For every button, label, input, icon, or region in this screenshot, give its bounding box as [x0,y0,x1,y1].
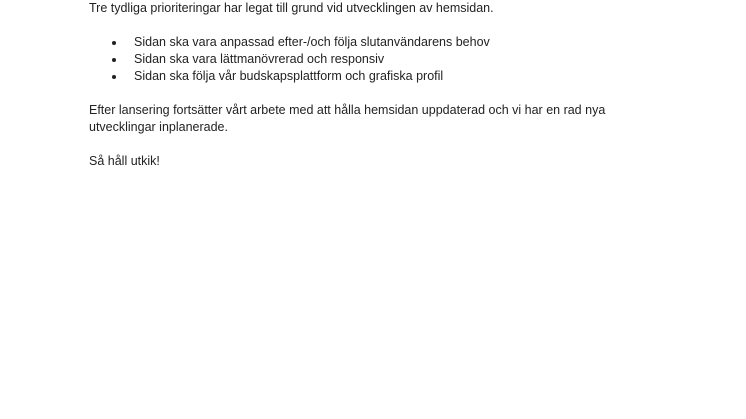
bullet-icon [112,75,116,79]
followup-paragraph [89,102,689,136]
list-item-text: Sidan ska följa vår budskapsplattform och grafiska profil [134,69,444,83]
bullet-icon [112,41,116,45]
closing-line: Så håll utkik! [89,154,160,168]
priority-list [89,34,689,85]
bullet-icon [112,58,116,62]
list-item [89,51,689,68]
list-item [89,68,689,85]
list-item-text: Sidan ska vara lättmanövrerad och responsiv [134,52,385,66]
document-body [89,0,689,170]
list-item [89,34,689,51]
list-item-text: Sidan ska vara anpassad efter-/och följa slutanvändarens behov [134,35,490,49]
intro-paragraph: Tre tydliga prioriteringar har legat till grund vid utvecklingen av hemsidan. [89,1,494,15]
followup-line-2: utvecklingar inplanerade. [89,120,228,134]
followup-line-1: Efter lansering fortsätter vårt arbete med att hålla hemsidan uppdaterad och vi har en rad nya [89,103,606,117]
paragraph-spacer [89,136,689,153]
